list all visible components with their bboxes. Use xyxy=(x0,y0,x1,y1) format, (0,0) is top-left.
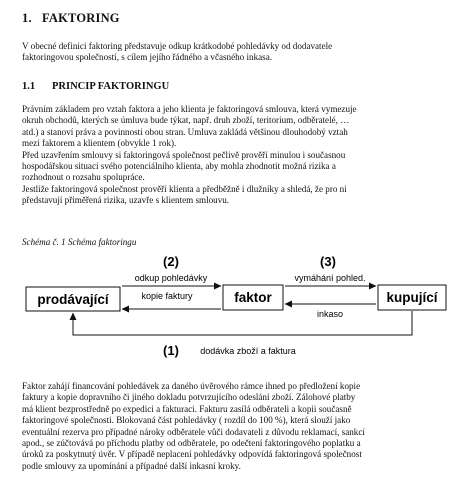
claim-collection-label: vymáhání pohled. xyxy=(294,273,366,283)
paragraph-line: úroků za poskytnutý úvěr. V případě neplacení pohledávky odpovídá faktoringová společnost xyxy=(22,449,362,460)
paragraph-line: hospodářskou situaci svého potenciálního klienta, aby mohla zhodnotit možná rizika a xyxy=(22,161,336,172)
paragraph-line: eventuální rezerva pro případné nároky odběratele vůči dodavateli z důvodu reklamací, sankcí xyxy=(22,426,365,437)
subsection-title: PRINCIP FAKTORINGU xyxy=(52,81,170,92)
factor-label: faktor xyxy=(234,290,272,305)
paragraph-line: Faktor zahájí financování pohledávek za daného úvěrového rámce ihned po předložení kopie xyxy=(22,381,361,391)
step-2-number: (2) xyxy=(163,254,179,269)
paragraph-line: mezi faktorem a klientem (obvykle 1 rok). xyxy=(22,138,177,149)
paragraph-line: představují přiměřená rizika, uzavře s klientem smlouvu. xyxy=(22,195,230,206)
step-3-number: (3) xyxy=(320,254,336,269)
paragraph-line: V obecné definici faktoring představuje odkup krátkodobé pohledávky od dodavatele xyxy=(22,41,333,51)
seller-label: prodávající xyxy=(37,292,109,307)
paragraph-line: faktoringovou společností, s cílem jejího řádného a včasného inkasa. xyxy=(22,52,273,63)
paragraph-line: rozhodnout o rozsahu spolupráce. xyxy=(22,172,145,183)
paragraph-line: atd.) a stanoví práva a povinnosti obou stran. Umluva zakládá většinou dlouhodobý vztah xyxy=(22,126,348,137)
paragraph-line: Před uzavřením smlouvy si faktoringová společnost pečlivě prověří minulou i současnou xyxy=(22,149,346,160)
paragraph-line: podle smlouvy za upomínání a případné další inkasní kroky. xyxy=(22,460,241,471)
paragraph-line: okruh obchodů, kterých se úmluva bude týkat, např. druh zboží, teritorium, odběratelé, … xyxy=(22,115,350,126)
financing-paragraph xyxy=(22,381,365,472)
delivery-arrow xyxy=(73,311,412,335)
section-title: FAKTORING xyxy=(42,11,120,25)
paragraph-line: apod., se zúčtovává po příchodu platby od odběratele, po odečtení faktoringového poplatku a xyxy=(22,438,361,449)
invoice-copy-label: kopie faktury xyxy=(141,291,193,301)
paragraph-line: má klient bezprostředně po expedici a fakturaci. Fakturu zasílá odběrateli a kopii současně xyxy=(22,403,352,414)
paragraph-line: Právním základem pro vztah faktora a jeho klienta je faktoringová smlouva, která vymezuje xyxy=(22,104,357,114)
sell-claim-label: odkup pohledávky xyxy=(134,273,208,283)
paragraph-line: faktoringové společnosti. Blokovaná část pohledávky ( rozdíl do 100 %), která slouží jako xyxy=(22,415,351,426)
section-number: 1. xyxy=(22,11,32,25)
subsection-number: 1.1 xyxy=(22,81,36,92)
collection-label: inkaso xyxy=(316,309,344,319)
step-1-number: (1) xyxy=(163,343,179,358)
paragraph-line: faktury a kopie dopravního či jiného dokladu potvrzujícího odeslání zboží. Zálohové platby xyxy=(22,392,356,403)
paragraph-line: Jestliže faktoringová společnost prověří klienta a předběžně i dlužníky a shledá, že pro ni xyxy=(22,183,347,194)
delivery-label: dodávka zboží a faktura xyxy=(200,346,296,356)
figure-caption: Schéma č. 1 Schéma faktoringu xyxy=(22,237,137,247)
buyer-label: kupující xyxy=(386,290,438,305)
